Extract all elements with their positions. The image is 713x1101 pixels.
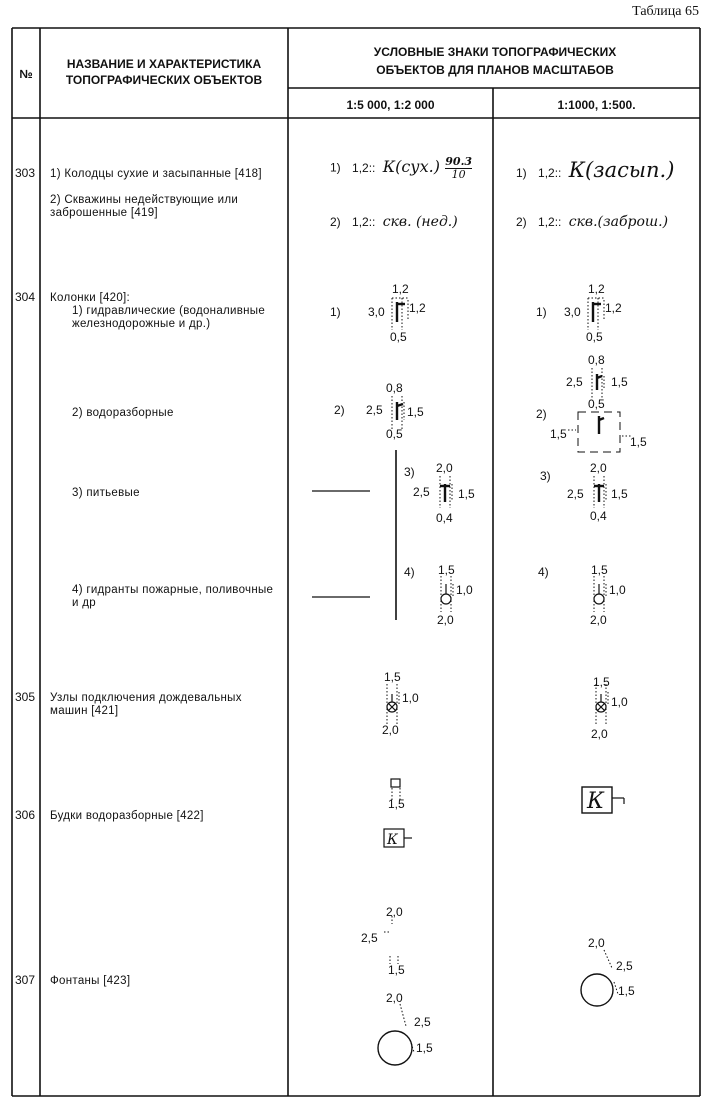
index-label: 2) [334,403,345,417]
dimension-label: 1,2:: [352,215,376,229]
dim-label: 2,0 [437,613,454,627]
dimension-label: 1,2:: [352,160,376,175]
dimension-label: 1,2:: [538,215,562,229]
row-303-desc-1: 1) Колодцы сухие и засыпанные [418] [50,168,262,180]
index-label: 1) [536,305,547,319]
dim-label: 1,0 [609,583,626,597]
dim-label: 1,5 [630,435,647,449]
dim-label: 1,2 [392,282,409,296]
index-label: 1) [330,305,341,319]
dim-label: 2,0 [590,613,607,627]
index-label: 1) [330,160,341,175]
header-scale-2: 1:1000, 1:500. [557,98,636,112]
dim-label: 1,5 [550,427,567,441]
dim-label: 1,5 [611,487,628,501]
row-304-desc-4: 4) гидранты пожарные, поливочные и др [72,584,274,609]
sign-text: К(сух.) [382,156,440,176]
dim-label: 2,5 [414,1015,431,1029]
header-signs-line1: УСЛОВНЫЕ ЗНАКИ ТОПОГРАФИЧЕСКИХ [373,45,617,59]
dim-label: 1,5 [388,963,405,977]
header-scale-1: 1:5 000, 1:2 000 [346,98,435,112]
dim-label: 1,5 [593,675,610,689]
dim-label: 3,0 [368,305,385,319]
header-name-line1: НАЗВАНИЕ И ХАРАКТЕРИСТИКА [66,57,262,71]
index-label: 2) [536,407,547,421]
sign-denominator: 10 [451,168,466,181]
row-305-number: 305 [14,690,36,704]
dim-label: 0,5 [386,427,403,441]
dimension-label: 1,2:: [538,166,562,180]
dim-label: 2,0 [386,905,403,919]
row-304-desc-2: 2) водоразборные [72,407,174,419]
dim-label: 1,5 [618,984,635,998]
header-signs-line2: ОБЪЕКТОВ ДЛЯ ПЛАНОВ МАСШТАБОВ [376,63,614,77]
header-number: № [19,67,33,81]
index-label: 3) [540,469,551,483]
dim-label: 3,0 [564,305,581,319]
dim-label: 2,0 [591,727,608,741]
dim-label: 2,5 [566,375,583,389]
booth-letter: К [387,832,398,848]
dim-label: 1,5 [388,797,405,811]
dim-label: 1,5 [458,487,475,501]
booth-letter: К [587,789,605,814]
dim-label: 0,4 [436,511,453,525]
dim-label: 0,5 [390,330,407,344]
dim-label: 1,5 [611,375,628,389]
dim-label: 1,2 [409,301,426,315]
row-304-number: 304 [14,290,36,304]
dim-label: 0,5 [588,397,605,411]
row-306-number: 306 [14,808,36,822]
dim-label: 1,0 [456,583,473,597]
row-304-title: Колонки [420]: [50,292,131,304]
row-307-desc: Фонтаны [423] [50,975,131,987]
dim-label: 1,5 [384,670,401,684]
index-label: 3) [404,465,415,479]
dim-label: 2,0 [436,461,453,475]
row-307-number: 307 [14,973,36,987]
dim-label: 1,5 [407,405,424,419]
row-304-desc-1: 1) гидравлические (водоналивные железнодорожные и др.) [72,305,266,330]
dim-label: 1,2 [605,301,622,315]
dim-label: 2,5 [616,959,633,973]
dim-label: 2,0 [588,936,605,950]
dim-label: 1,5 [591,563,608,577]
dim-label: 1,5 [438,563,455,577]
dim-label: 0,8 [588,353,605,367]
dim-label: 2,5 [366,403,383,417]
dim-label: 1,5 [416,1041,433,1055]
row-303-number: 303 [14,166,36,180]
dim-label: 2,0 [590,461,607,475]
dim-label: 2,5 [361,931,378,945]
dim-label: 1,0 [611,695,628,709]
index-label: 2) [330,215,341,229]
sign-numerator: 90.3 [445,155,473,168]
index-label: 1) [516,166,527,180]
sign-text: скв. (нед.) [382,214,458,230]
dim-label: 2,5 [413,485,430,499]
row-303-desc-2: 2) Скважины недействующие или заброшенные [419] [50,194,239,219]
dim-label: 1,2 [588,282,605,296]
index-label: 2) [516,215,527,229]
table-caption: Таблица 65 [632,4,699,19]
dim-label: 0,4 [590,509,607,523]
sign-text: скв.(заброш.) [568,214,669,230]
dim-label: 0,8 [386,381,403,395]
header-name-line2: ТОПОГРАФИЧЕСКИХ ОБЪЕКТОВ [65,73,263,87]
row-306-desc: Будки водоразборные [422] [50,810,204,822]
dim-label: 1,0 [402,691,419,705]
dim-label: 0,5 [586,330,603,344]
index-label: 4) [404,565,415,579]
dim-label: 2,0 [386,991,403,1005]
row-304-desc-3: 3) питьевые [72,487,140,499]
dim-label: 2,0 [382,723,399,737]
sign-text: К(засып.) [568,158,675,182]
dim-label: 2,5 [567,487,584,501]
index-label: 4) [538,565,549,579]
row-305-desc: Узлы подключения дождевальных машин [421] [50,692,242,717]
